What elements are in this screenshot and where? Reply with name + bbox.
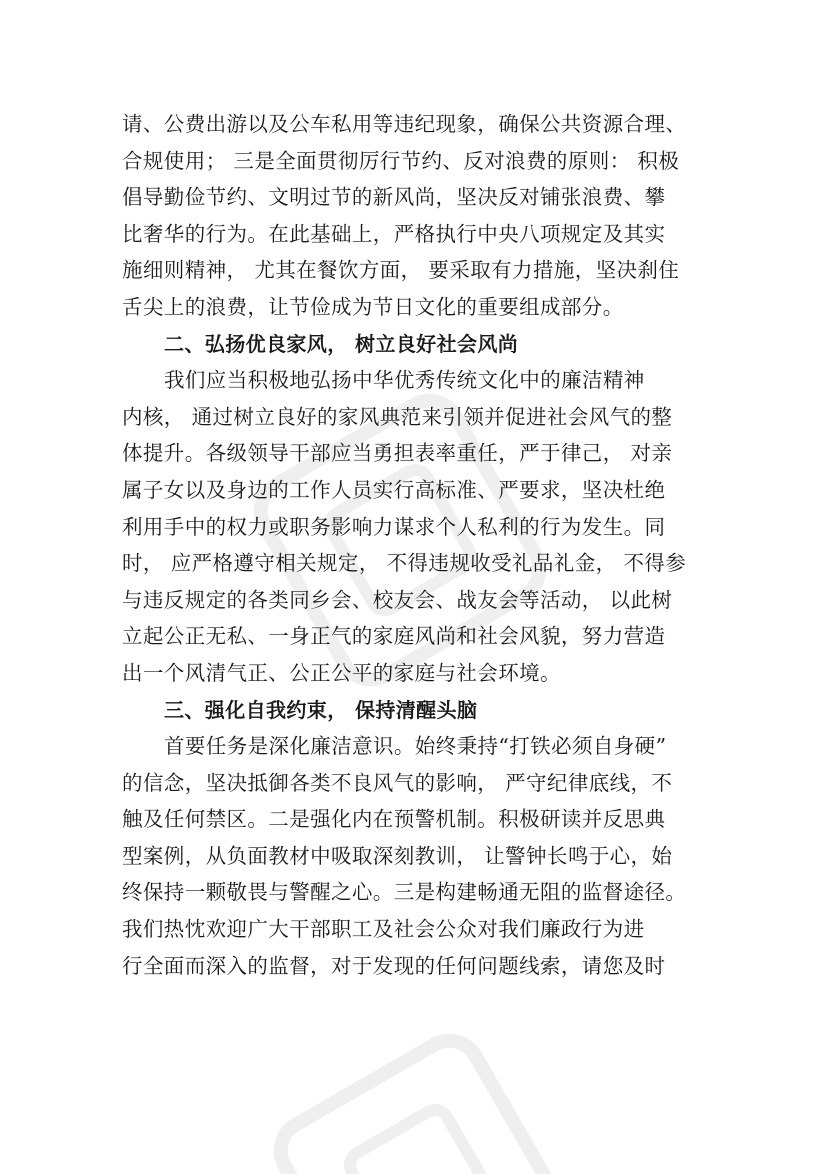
- document-body: [122, 106, 722, 984]
- body-line: 时， 应严格遵守相关规定， 不得违规收受礼品礼金， 不得参: [122, 551, 687, 576]
- body-line: 合规使用； 三是全面贯彻厉行节约、反对浪费的原则： 积极: [122, 148, 680, 173]
- body-line: 体提升。各级领导干部应当勇担表率重任，严于律己， 对亲: [122, 441, 673, 466]
- body-line: 的信念，坚决抵御各类不良风气的影响， 严守纪律底线，不: [122, 770, 673, 795]
- body-line: 舌尖上的浪费，让节俭成为节日文化的重要组成部分。: [122, 294, 624, 319]
- paragraph-first-line: 首要任务是深化廉洁意识。始终秉持“打铁必须自身硬”: [164, 734, 667, 759]
- body-line: 出一个风清气正、公正公平的家庭与社会环境。: [122, 660, 561, 685]
- body-line: 立起公正无私、一身正气的家庭风尚和社会风貌，努力营造: [122, 624, 666, 649]
- body-line: 型案例，从负面教材中吸取深刻教训， 让警钟长鸣于心，始: [122, 843, 673, 868]
- body-line: 行全面而深入的监督，对于发现的任何问题线索，请您及时: [122, 953, 666, 978]
- watermark-icon: [215, 975, 625, 1174]
- body-line: 我们热忱欢迎广大干部职工及社会公众对我们廉政行为进: [122, 917, 645, 942]
- body-line: 内核， 通过树立良好的家风典范来引领并促进社会风气的整: [122, 404, 673, 429]
- body-line: 施细则精神， 尤其在餐饮方面， 要采取有力措施，坚决刹住: [122, 258, 680, 283]
- section-heading-2: 二、弘扬优良家风， 树立良好社会风尚: [164, 331, 519, 356]
- body-line: 与违反规定的各类同乡会、校友会、战友会等活动， 以此树: [122, 587, 673, 612]
- body-line: 请、公费出游以及公车私用等违纪现象，确保公共资源合理、: [122, 112, 687, 136]
- body-line: 倡导勤俭节约、文明过节的新风尚，坚决反对铺张浪费、攀: [122, 185, 666, 210]
- section-heading-3: 三、强化自我约束， 保持清醒头脑: [164, 697, 478, 722]
- paragraph-first-line: 我们应当积极地弘扬中华优秀传统文化中的廉洁精神: [164, 368, 645, 393]
- body-line: 终保持一颗敬畏与警醒之心。三是构建畅通无阻的监督途径。: [122, 880, 687, 905]
- body-line: 利用手中的权力或职务影响力谋求个人私利的行为发生。同: [122, 514, 666, 539]
- body-line: 比奢华的行为。在此基础上，严格执行中央八项规定及其实: [122, 221, 666, 246]
- body-line: 触及任何禁区。二是强化内在预警机制。积极研读并反思典: [122, 807, 666, 832]
- body-line: 属子女以及身边的工作人员实行高标准、严要求，坚决杜绝: [122, 477, 666, 502]
